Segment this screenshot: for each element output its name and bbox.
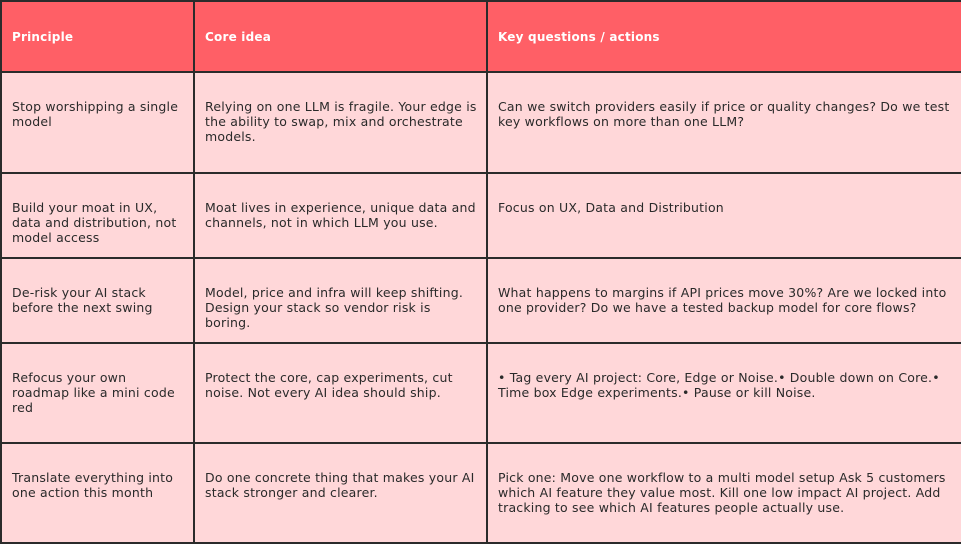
cell-principle: De-risk your AI stack before the next swing — [1, 258, 194, 343]
cell-core-idea: Moat lives in experience, unique data and channels, not in which LLM you use. — [194, 173, 487, 258]
cell-principle: Stop worshipping a single model — [1, 72, 194, 173]
cell-core-idea: Do one concrete thing that makes your AI stack stronger and clearer. — [194, 443, 487, 543]
cell-principle: Translate everything into one action this month — [1, 443, 194, 543]
header-principle: Principle — [1, 1, 194, 72]
cell-core-idea: Relying on one LLM is fragile. Your edge is the ability to swap, mix and orchestrate models. — [194, 72, 487, 173]
cell-actions: • Tag every AI project: Core, Edge or Noise.• Double down on Core.• Time box Edge experiments.• Pause or kill Noise. — [487, 343, 961, 443]
table-row — [1, 72, 961, 173]
cell-principle: Refocus your own roadmap like a mini code red — [1, 343, 194, 443]
cell-actions: What happens to margins if API prices move 30%? Are we locked into one provider? Do we have a tested backup model for core flows? — [487, 258, 961, 343]
table-row — [1, 258, 961, 343]
cell-core-idea: Model, price and infra will keep shifting. Design your stack so vendor risk is boring. — [194, 258, 487, 343]
cell-actions: Can we switch providers easily if price or quality changes? Do we test key workflows on more than one LLM? — [487, 72, 961, 173]
cell-actions: Focus on UX, Data and Distribution — [487, 173, 961, 258]
table-header-row — [1, 1, 961, 72]
header-key-questions: Key questions / actions — [487, 1, 961, 72]
table-row — [1, 343, 961, 443]
cell-actions: Pick one: Move one workflow to a multi model setup Ask 5 customers which AI feature they value most. Kill one low impact AI project. Add tracking to see which AI features people actually use. — [487, 443, 961, 543]
table-row — [1, 443, 961, 543]
table-row — [1, 173, 961, 258]
header-core-idea: Core idea — [194, 1, 487, 72]
cell-principle: Build your moat in UX, data and distribution, not model access — [1, 173, 194, 258]
cell-core-idea: Protect the core, cap experiments, cut noise. Not every AI idea should ship. — [194, 343, 487, 443]
